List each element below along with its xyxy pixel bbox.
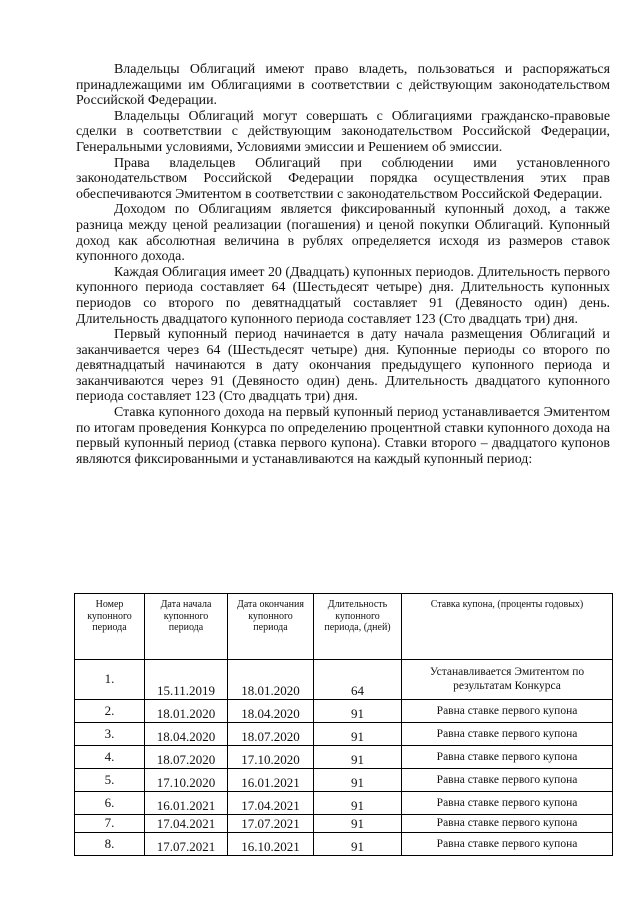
cell-number: 2. — [75, 700, 145, 723]
cell-start: 17.07.2021 — [145, 833, 228, 856]
cell-rate: Равна ставке первого купона — [402, 792, 613, 815]
table-row — [75, 769, 613, 792]
cell-duration: 64 — [314, 660, 402, 700]
cell-number: 1. — [75, 660, 145, 700]
paragraph-income: Доходом по Облигациям является фиксированный купонный доход, а также разница между ценой реализации (погашения) и ценой покупки Облигаций. Купонный доход как абсолютная величина в рублях определяется исходя из размеров ставок купонного дохода. — [76, 202, 610, 265]
table-row — [75, 660, 613, 700]
cell-duration: 91 — [314, 833, 402, 856]
table-row — [75, 700, 613, 723]
table-row — [75, 723, 613, 746]
cell-start: 17.10.2020 — [145, 769, 228, 792]
header-start-date: Дата начала купонного периода — [145, 594, 228, 660]
header-duration: Длительность купонного периода, (дней) — [314, 594, 402, 660]
cell-rate: Устанавливается Эмитентом по результатам Конкурса — [402, 660, 613, 700]
cell-end: 18.07.2020 — [228, 723, 314, 746]
paragraph-owners-rights: Владельцы Облигаций имеют право владеть, пользоваться и распоряжаться принадлежащими им Облигациями в соответствии с действующим законодательством Российской Федерации. — [76, 62, 610, 109]
cell-start: 18.07.2020 — [145, 746, 228, 769]
cell-number: 7. — [75, 815, 145, 833]
cell-start: 18.01.2020 — [145, 700, 228, 723]
cell-number: 8. — [75, 833, 145, 856]
cell-duration: 91 — [314, 769, 402, 792]
table-row — [75, 792, 613, 815]
table-row — [75, 815, 613, 833]
cell-end: 17.04.2021 — [228, 792, 314, 815]
cell-rate: Равна ставке первого купона — [402, 769, 613, 792]
cell-end: 18.04.2020 — [228, 700, 314, 723]
cell-duration: 91 — [314, 746, 402, 769]
header-number: Номер купонного периода — [75, 594, 145, 660]
cell-duration: 91 — [314, 815, 402, 833]
coupon-schedule-table — [74, 593, 613, 856]
table-header-row — [75, 594, 613, 660]
cell-duration: 91 — [314, 700, 402, 723]
cell-start: 17.04.2021 — [145, 815, 228, 833]
cell-number: 6. — [75, 792, 145, 815]
paragraph-rights-assurance: Права владельцев Облигаций при соблюдении ими установленного законодательством Российской Федерации порядка осуществления этих прав обеспечиваются Эмитентом в соответствии с законодательством Российской Федерации. — [76, 155, 610, 202]
header-rate: Ставка купона, (проценты годовых) — [402, 594, 613, 660]
cell-end: 16.01.2021 — [228, 769, 314, 792]
table-row — [75, 833, 613, 856]
document-body — [76, 62, 610, 467]
cell-rate: Равна ставке первого купона — [402, 746, 613, 769]
cell-end: 16.10.2021 — [228, 833, 314, 856]
paragraph-coupon-rate: Ставка купонного дохода на первый купонный период устанавливается Эмитентом по итогам проведения Конкурса по определению процентной ставки купонного дохода на первый купонный период (ставка первого купона). Ставки второго – двадцатого купонов являются фиксированными и устанавливаются на каждый купонный период: — [76, 405, 610, 467]
cell-start: 16.01.2021 — [145, 792, 228, 815]
cell-end: 17.10.2020 — [228, 746, 314, 769]
table-row — [75, 746, 613, 769]
cell-end: 17.07.2021 — [228, 815, 314, 833]
paragraph-coupon-periods: Каждая Облигация имеет 20 (Двадцать) купонных периодов. Длительность первого купонного периода составляет 64 (Шестьдесят четыре) дня. Длительность купонных периодов со второго по девятнадцатый составляет 91 (Девяносто один) день. Длительность двадцатого купонного периода составляет 123 (Сто двадцать три) дня. — [76, 264, 610, 327]
paragraph-period-dates: Первый купонный период начинается в дату начала размещения Облигаций и заканчивается через 64 (Шестьдесят четыре) дня. Купонные периоды со второго по девятнадцатый начинаются в дату окончания предыдущего купонного периода и заканчиваются через 91 (Девяносто один) день. Длительность двадцатого купонного периода составляет 123 (Сто двадцать три) дня. — [76, 327, 610, 405]
cell-number: 4. — [75, 746, 145, 769]
cell-number: 3. — [75, 723, 145, 746]
cell-duration: 91 — [314, 792, 402, 815]
paragraph-civil-transactions: Владельцы Облигаций могут совершать с Облигациями гражданско-правовые сделки в соответствии с действующим законодательством Российской Федерации, Генеральными условиями, Условиями эмиссии и Решением об эмиссии. — [76, 108, 610, 155]
cell-rate: Равна ставке первого купона — [402, 723, 613, 746]
cell-start: 18.04.2020 — [145, 723, 228, 746]
header-end-date: Дата окончания купонного периода — [228, 594, 314, 660]
cell-rate: Равна ставке первого купона — [402, 833, 613, 856]
cell-start: 15.11.2019 — [145, 660, 228, 700]
cell-duration: 91 — [314, 723, 402, 746]
cell-end: 18.01.2020 — [228, 660, 314, 700]
cell-rate: Равна ставке первого купона — [402, 700, 613, 723]
cell-rate: Равна ставке первого купона — [402, 815, 613, 833]
cell-number: 5. — [75, 769, 145, 792]
